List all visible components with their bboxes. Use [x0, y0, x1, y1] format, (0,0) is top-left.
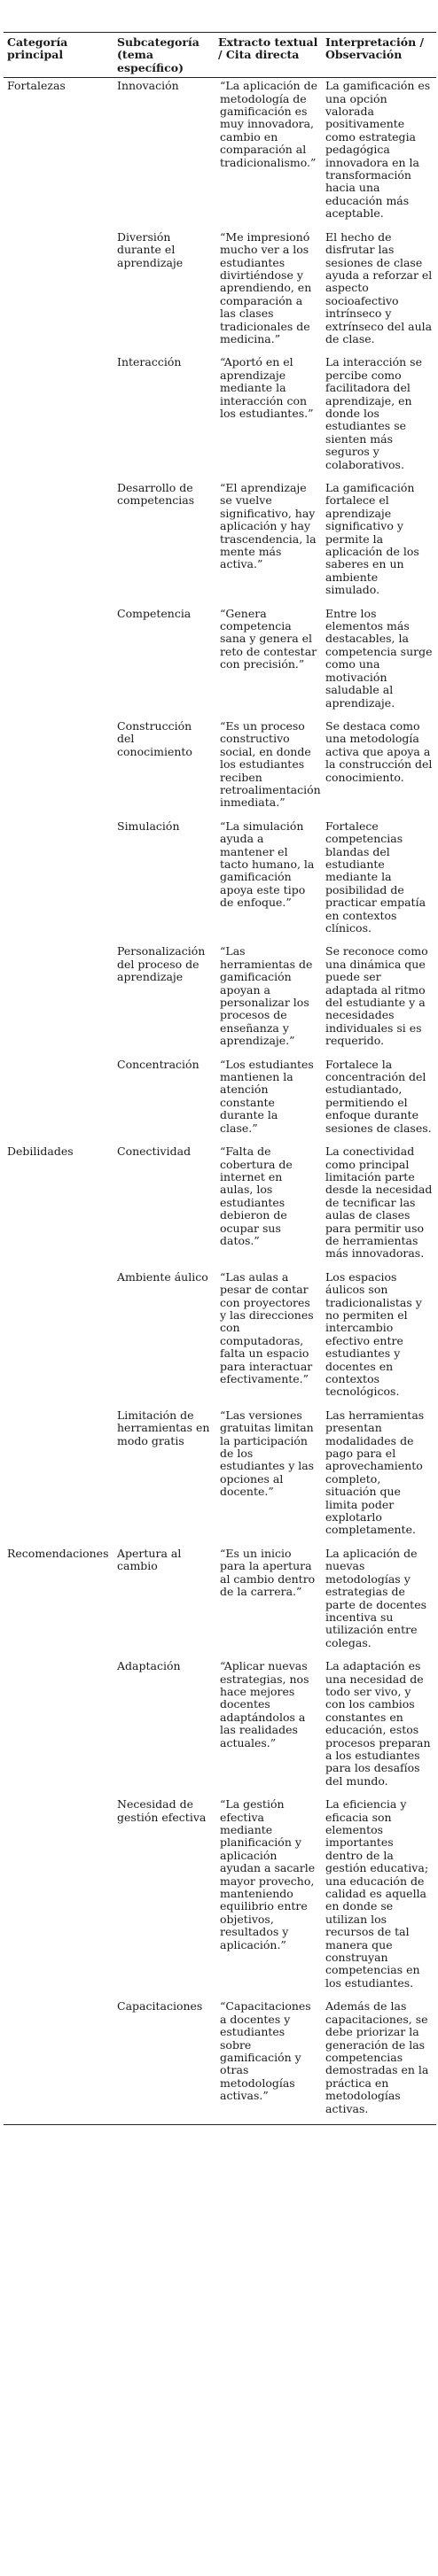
interpretation-cell	[322, 1796, 436, 1998]
category-cell	[4, 718, 113, 819]
category-cell	[4, 1796, 113, 1998]
quote-cell	[215, 1998, 322, 2124]
table-row	[4, 1658, 436, 1796]
quote-cell	[215, 943, 322, 1056]
quote-cell	[215, 1144, 322, 1269]
category-cell	[4, 1144, 113, 1269]
interpretation-cell-text: Se destaca como una metodología activa que apoya a la construcción del conocimiento.	[325, 718, 433, 784]
interpretation-cell-text: Se reconoce como una dinámica que puede ser adaptada al ritmo del estudiante y a necesidades individuales si es requerido.	[325, 944, 428, 1048]
subcategory-cell-text: Ambiente áulico	[117, 1269, 208, 1284]
quote-cell	[215, 1408, 322, 1546]
subcategory-cell-text: Limitación de herramientas en modo gratis	[117, 1408, 210, 1447]
subcategory-cell	[113, 1998, 215, 2124]
results-table	[4, 32, 436, 2125]
quote-cell-text: “Es un inicio para la apertura al cambio dentro de la carrera.”	[220, 1546, 316, 1599]
quote-cell	[215, 1057, 322, 1144]
quote-cell	[215, 354, 322, 480]
interpretation-cell-text: La eficiencia y eficacia son elementos importantes dentro de la gestión educativa; una educación de calidad es aquella en donde se utilizan los recursos de tal manera que construyan competencias en los estudiantes.	[325, 1797, 429, 1990]
subcategory-cell	[113, 354, 215, 480]
subcategory-cell-text: Capacitaciones	[117, 1999, 203, 2013]
interpretation-cell-text: El hecho de disfrutar las sesiones de clase ayuda a reforzar el aspecto socioafectivo intrínseco y extrínseco del aula de clase.	[325, 229, 433, 345]
quote-cell-text: “Capacitaciones a docentes y estudiantes sobre gamificación y otras metodologías activas.”	[220, 1999, 311, 2103]
header-subcategory: Subcategoría (tema específico)	[113, 33, 215, 78]
subcategory-cell	[113, 1144, 215, 1269]
subcategory-cell-text: Innovación	[117, 79, 179, 93]
interpretation-cell-text: Los espacios áulicos son tradicionalistas y no permiten el intercambio efectivo entre estudiantes y docentes en contextos tecnológicos.	[325, 1269, 422, 1399]
interpretation-cell-text: Las herramientas presentan modalidades de pago para el aprovechamiento completo, situación que limita poder explotarlo completamente.	[325, 1408, 425, 1537]
interpretation-cell-text: La conectividad como principal limitación parte desde la necesidad de tecnificar las aulas de clases para permitir uso de herramientas más innovadoras.	[325, 1144, 433, 1261]
table-row	[4, 943, 436, 1056]
quote-cell-text: “Genera competencia sana y genera el reto de contestar con precisión.”	[220, 606, 317, 671]
category-cell-text: Fortalezas	[7, 79, 66, 93]
subcategory-cell-text: Diversión durante el aprendizaje	[117, 229, 184, 269]
subcategory-cell-text: Concentración	[117, 1057, 199, 1071]
table-row	[4, 606, 436, 718]
interpretation-cell-text: Entre los elementos más destacables, la competencia surge como una motivación saludable al aprendizaje.	[325, 606, 433, 710]
interpretation-cell	[322, 229, 436, 355]
table-header-row	[4, 33, 436, 78]
quote-cell	[215, 1658, 322, 1796]
table-row	[4, 819, 436, 944]
category-cell	[4, 606, 113, 718]
subcategory-cell	[113, 1269, 215, 1408]
subcategory-cell	[113, 1057, 215, 1144]
quote-cell	[215, 718, 322, 819]
table-body	[4, 78, 436, 2125]
quote-cell-text: “Las aulas a pesar de contar con proyectores y las direcciones con computadoras, falta un espacio para interactuar efectivamente.”	[220, 1269, 314, 1385]
subcategory-cell	[113, 943, 215, 1056]
quote-cell	[215, 819, 322, 944]
subcategory-cell-text: Interacción	[117, 355, 182, 369]
interpretation-cell-text: La gamificación es una opción valorada positivamente como estrategia pedagógica innovadora en la transformación hacia una educación más aceptable.	[325, 79, 431, 221]
quote-cell-text: “Las versiones gratuitas limitan la participación de los estudiantes y las opciones al docente.”	[220, 1408, 315, 1499]
table-row	[4, 1144, 436, 1269]
table-row	[4, 1408, 436, 1546]
interpretation-cell	[322, 1057, 436, 1144]
interpretation-cell	[322, 1269, 436, 1408]
interpretation-cell	[322, 78, 436, 229]
subcategory-cell-text: Competencia	[117, 606, 192, 620]
quote-cell-text: “La aplicación de metodología de gamificación es muy innovadora, cambio en comparación al tradicionalismo.”	[220, 79, 317, 169]
table-row	[4, 354, 436, 480]
quote-cell-text: “Falta de cobertura de internet en aulas, los estudiantes debieron de ocupar sus datos.”	[220, 1144, 293, 1247]
interpretation-cell	[322, 1144, 436, 1269]
category-cell	[4, 78, 113, 229]
interpretation-cell	[322, 1408, 436, 1546]
interpretation-cell	[322, 943, 436, 1056]
interpretation-cell-text: La gamificación fortalece el aprendizaje significativo y permite la aplicación de los saberes en un ambiente simulado.	[325, 481, 419, 597]
category-cell-text: Recomendaciones	[7, 1546, 109, 1560]
quote-cell-text: “El aprendizaje se vuelve significativo, hay aplicación y hay trascendencia, la mente más activa.”	[220, 481, 317, 571]
interpretation-cell-text: Además de las capacitaciones, se debe priorizar la generación de las competencias demostradas en la práctica en metodologías activas.	[325, 1999, 429, 2115]
subcategory-cell	[113, 1408, 215, 1546]
category-cell	[4, 1998, 113, 2124]
quote-cell	[215, 229, 322, 355]
category-cell	[4, 1269, 113, 1408]
quote-cell-text: “Me impresionó mucho ver a los estudiantes divirtiéndose y aprendiendo, en comparación a las clases tradicionales de medicina.”	[220, 229, 312, 345]
category-cell	[4, 480, 113, 606]
interpretation-cell	[322, 480, 436, 606]
quote-cell	[215, 1269, 322, 1408]
subcategory-cell	[113, 1796, 215, 1998]
interpretation-cell	[322, 1658, 436, 1796]
subcategory-cell	[113, 606, 215, 718]
subcategory-cell	[113, 1546, 215, 1658]
interpretation-cell	[322, 354, 436, 480]
interpretation-cell-text: Fortalece la concentración del estudiantado, permitiendo el enfoque durante sesiones de clases.	[325, 1057, 432, 1135]
subcategory-cell-text: Simulación	[117, 819, 180, 833]
interpretation-cell-text: La adaptación es una necesidad de todo ser vivo, y con los cambios constantes en educación, estos procesos preparan a los estudiantes para los desafíos del mundo.	[325, 1659, 431, 1788]
category-cell	[4, 229, 113, 355]
subcategory-cell	[113, 1658, 215, 1796]
table-row	[4, 229, 436, 355]
header-category: Categoría principal	[4, 33, 113, 78]
table-row	[4, 1269, 436, 1408]
quote-cell-text: “Es un proceso constructivo social, en donde los estudiantes reciben retroalimentación inmediata.”	[220, 718, 321, 810]
interpretation-cell	[322, 606, 436, 718]
interpretation-cell-text: Fortalece competencias blandas del estudiante mediante la posibilidad de practicar empatía en contextos clínicos.	[325, 819, 426, 935]
category-cell	[4, 1057, 113, 1144]
subcategory-cell	[113, 819, 215, 944]
category-cell	[4, 354, 113, 480]
header-quote: Extracto textual / Cita directa	[215, 33, 322, 78]
quote-cell	[215, 1546, 322, 1658]
quote-cell-text: “La gestión efectiva mediante planificación y aplicación ayudan a sacarle mayor provecho, manteniendo equilibrio entre objetivos, resultados y aplicación.”	[220, 1797, 316, 1951]
subcategory-cell-text: Desarrollo de competencias	[117, 481, 195, 508]
table-row	[4, 480, 436, 606]
interpretation-cell	[322, 1998, 436, 2124]
subcategory-cell	[113, 78, 215, 229]
quote-cell-text: “La simulación ayuda a mantener el tacto humano, la gamificación apoya este tipo de enfoque.”	[220, 819, 315, 910]
interpretation-cell	[322, 1546, 436, 1658]
category-cell	[4, 1658, 113, 1796]
category-cell	[4, 943, 113, 1056]
subcategory-cell-text: Adaptación	[117, 1659, 181, 1673]
quote-cell-text: “Aplicar nuevas estrategias, nos hace mejores docentes adaptándolos a las realidades actuales.”	[220, 1659, 309, 1750]
interpretation-cell-text: La interacción se percibe como facilitadora del aprendizaje, en donde los estudiantes se sienten más seguros y colaborativos.	[325, 355, 422, 471]
table-row	[4, 1998, 436, 2124]
category-cell	[4, 1546, 113, 1658]
table-row	[4, 1796, 436, 1998]
interpretation-cell	[322, 819, 436, 944]
subcategory-cell	[113, 480, 215, 606]
quote-cell	[215, 1796, 322, 1998]
subcategory-cell	[113, 229, 215, 355]
quote-cell-text: “Las herramientas de gamificación apoyan a personalizar los procesos de enseñanza y aprendizaje.”	[220, 944, 313, 1048]
subcategory-cell-text: Necesidad de gestión efectiva	[117, 1797, 207, 1824]
header-interpretation: Interpretación / Observación	[322, 33, 436, 78]
interpretation-cell	[322, 718, 436, 819]
table-row	[4, 78, 436, 229]
quote-cell	[215, 480, 322, 606]
subcategory-cell-text: Construcción del conocimiento	[117, 718, 192, 758]
document	[4, 32, 436, 2125]
quote-cell-text: “Aportó en el aprendizaje mediante la interacción con los estudiantes.”	[220, 355, 314, 420]
table-row	[4, 718, 436, 819]
subcategory-cell-text: Conectividad	[117, 1144, 192, 1159]
category-cell-text: Debilidades	[7, 1144, 74, 1159]
quote-cell	[215, 78, 322, 229]
subcategory-cell-text: Personalización del proceso de aprendizaje	[117, 944, 206, 984]
category-cell	[4, 1408, 113, 1546]
table-row	[4, 1057, 436, 1144]
quote-cell-text: “Los estudiantes mantienen la atención constante durante la clase.”	[220, 1057, 314, 1135]
quote-cell	[215, 606, 322, 718]
subcategory-cell	[113, 718, 215, 819]
table-row	[4, 1546, 436, 1658]
interpretation-cell-text: La aplicación de nuevas metodologías y estrategias de parte de docentes incentiva su utilización entre colegas.	[325, 1546, 427, 1649]
subcategory-cell-text: Apertura al cambio	[117, 1546, 182, 1573]
category-cell	[4, 819, 113, 944]
